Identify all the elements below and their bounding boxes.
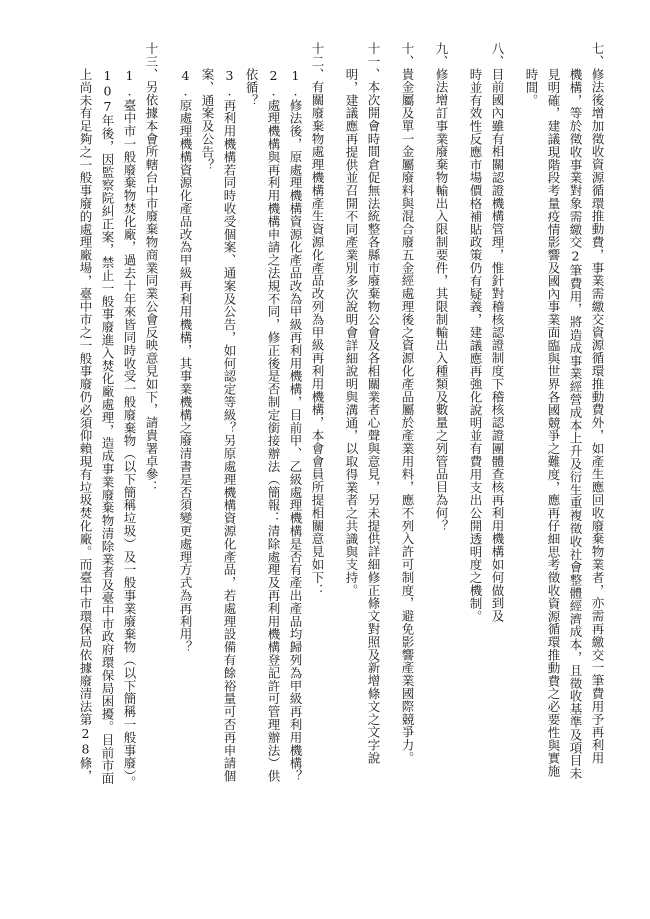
text-line: 十一、本次開會時間倉促無法統整各縣市廢棄物公會及各相關業者心聲與意見，另未提供詳細修正條文對照及新增條文之文字說 bbox=[366, 42, 381, 765]
text-line: 十二、有關廢棄物處理機構產生資源化產品改列為甲級再利用機構，本會會員所提相關意見如下： bbox=[310, 42, 325, 597]
opinion-item-8 bbox=[464, 42, 508, 882]
text-line: 九、修法增訂事業廢棄物輸出入限制要件，其限制輸出入種類及數量之列管品目為何？ bbox=[434, 42, 449, 533]
text-line: 4.原處理機構資源化產品改為甲級再利用機構，其事業機構之廢清書是否須變更處理方式為再利用？ bbox=[178, 68, 193, 654]
text-line: 十、貴金屬及單一金屬廢料與混合廢五金經處理後之資源化產品屬於產業用料，應不列入許可制度，避免影響產業國際競爭力。 bbox=[400, 42, 415, 765]
opinion-item-10 bbox=[396, 42, 418, 882]
text-line: 明，建議應再提供並召開不同產業別多次說明會詳細說明與溝通，以取得業者之共識與支持。 bbox=[344, 68, 359, 597]
text-line: 時並有效性反應市場價格補貼政策仍有疑義，建議應再強化說明並有費用支出公開透明度之機制。 bbox=[468, 68, 483, 623]
text-line: 時間。 bbox=[524, 68, 539, 107]
text-line: 1.修法後，原處理機構資源化產品改為甲級再利用機構，目前甲、乙級處理機構是否有產出產品均歸列為甲級再利用機構？ bbox=[288, 68, 303, 783]
text-line: 3.再利用機構若同時收受個案、通案及公告，如何認定等級？另原處理機構資源化產品，若處理設備有餘裕量可否再申請個 bbox=[222, 68, 237, 783]
opinion-item-12 bbox=[174, 42, 328, 882]
text-line: 上尚未有足夠之一般事廢的處理廠場，臺中市之一般事廢仍必須仰賴現有垃圾焚化廠。而臺中市環保局依據廢清法第28條， bbox=[78, 68, 93, 783]
text-line: 八、目前國內雖有相關認證機構管理，惟針對稽核認證制度下稽核認證團體查核再利用機構如何做到及 bbox=[490, 42, 505, 623]
opinion-item-9 bbox=[430, 42, 452, 882]
document-body bbox=[38, 42, 608, 882]
text-line: 1.臺中市一般廢棄物焚化廠，過去十年來皆同時收受一般廢棄物（以下簡稱垃圾）及一般事業廢棄物（以下簡稱一般事廢）。 bbox=[122, 68, 137, 790]
text-line: 107年後，因監察院糾正案，禁止一般事廢進入焚化廠處理，造成事業廢棄物清除業者及臺中市政府環保局困擾。目前市面 bbox=[100, 68, 115, 785]
opinion-item-11 bbox=[340, 42, 384, 882]
text-line: 2.處理機構與再利用機構申請之法規不同，修正後是否制定銜接辦法（簡報：清除處理及再利用機構登記許可管理辦法）供 bbox=[266, 68, 281, 783]
text-line: 依循？ bbox=[244, 68, 259, 107]
text-line: 見明確，建議現階段考量疫情影響及國內事業面臨與世界各國競爭之難度，應再仔細思考徵收資源循環推動費之必要性與實施 bbox=[546, 68, 561, 778]
opinion-item-7 bbox=[520, 42, 608, 882]
text-line: 機構，等於徵收事業對象需繳交2筆費用，將造成事業經營成本上升及衍生重複徵收社會整體經濟成本，且徵收基準及項目未 bbox=[568, 68, 583, 780]
text-line: 七、修法後增加徵收資源循環推動費，事業需繳交資源循環推動費外，如產生應回收廢棄物業者，亦需再繳交一筆費用予再利用 bbox=[590, 42, 605, 765]
text-line: 十三、另依據本會所轄台中市廢棄物商業同業公會反映意見如下，請貴署卓參： bbox=[144, 42, 159, 494]
opinion-item-13 bbox=[74, 42, 162, 882]
text-line: 案、通案及公告？ bbox=[200, 68, 215, 172]
